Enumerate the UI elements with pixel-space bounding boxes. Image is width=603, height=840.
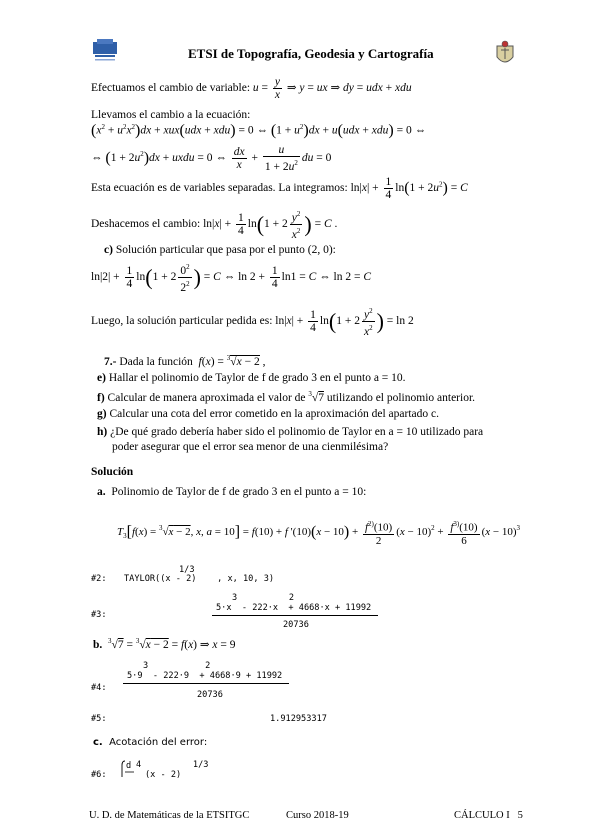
- derive-line-4-label: #4:: [91, 683, 107, 693]
- derive-line-4-numerator: 5·9 - 222·9 + 4668·9 + 11992: [127, 671, 283, 681]
- solution-part-a: a. Polinomio de Taylor de f de grado 3 en el punto a = 10:: [97, 486, 367, 498]
- solution-part-b: b. $^3$√7 = $^3$√x − 2 = f(x) ⇒ x = 9: [93, 637, 236, 651]
- derive-line-6: (x - 2): [145, 770, 182, 780]
- page-title: ETSI de Topografía, Geodesia y Cartografía: [188, 46, 434, 61]
- separable-line: Esta ecuación es de variables separadas. La integramos: ln|x| + $\frac{1}{4}$ $\ln(1 + 2u^2) = C$: [91, 176, 468, 201]
- particular-computation: ln|2| + $\frac{1}{4}$ ln(1 + 2 $\frac{0^2}{2^2}$ ) = C ⇔ ln 2 + $\frac{1}{4}$ ln1 = C ⇔ ln 2 = C: [91, 263, 371, 294]
- footer-course: Curso 2018-19: [286, 810, 349, 821]
- problem-item-f: f) Calcular de manera aproximada el valor de $^3$√7 utilizando el polinomio anterior.: [97, 390, 476, 404]
- school-crest: [494, 40, 516, 68]
- substitution-heading: Llevamos el cambio a la ecuación:: [91, 109, 251, 121]
- part-c-heading: c) Solución particular que pasa por el punto (2, 0):: [104, 244, 336, 256]
- undo-change-line: Deshacemos el cambio: ln|x| + $\frac{1}{4}$ ln(1 + 2 $\frac{y^2}{x^2}$ ) = C .: [91, 210, 338, 241]
- equation-line-2: ⇔ $(1 + 2u^2)dx$ + uxdu = 0 ⇔ $\frac{dx}{x}$ + $\frac{u}{1 + 2u^2}$ du = 0: [91, 144, 332, 173]
- university-logo-icon: [91, 38, 119, 64]
- derive-line-2: TAYLOR((x - 2) , x, 10, 3): [124, 574, 275, 584]
- derive-line-3-numerator: 5·x - 222·x + 4668·x + 11992: [216, 603, 372, 613]
- derive-line-5-value: 1.912953317: [270, 714, 327, 724]
- change-variable-line: Efectuamos el cambio de variable: u = $\frac{y}{x}$ ⇒ y = ux ⇒ dy = udx + xdu: [91, 76, 412, 101]
- footer-department: U. D. de Matemáticas de la ETSITGC: [89, 810, 250, 821]
- derive-line-2-sup: 1/3: [179, 565, 195, 575]
- derive-line-3-fraction-bar: [212, 615, 378, 616]
- solution-part-c: c. Acotación del error:: [93, 737, 208, 748]
- derive-line-4-exponents: 3 2: [143, 661, 211, 671]
- problem-item-h: h) ¿De qué grado debería haber sido el polinomio de Taylor en a = 10 utilizado para: [97, 426, 484, 438]
- derive-line-5-label: #5:: [91, 714, 107, 724]
- crest-icon: [494, 40, 516, 68]
- derivative-operator: [121, 759, 135, 781]
- derive-line-3-label: #3:: [91, 610, 107, 620]
- problem-statement: 7.- Dada la función f(x) = $^3$√x − 2 ,: [104, 354, 266, 368]
- svg-text:d: d: [126, 761, 132, 771]
- problem-item-g: g) Calcular una cota del error cometido en la aproximación del apartado c.: [97, 408, 439, 420]
- derive-line-3-exponents: 3 2: [232, 593, 295, 603]
- equation-line-1: $(x^2 + u^2x^2)dx + xux(udx + xdu) = 0$ ⇔ $(1 + u^2)dx + u(udx + xdu) = 0$ ⇔: [91, 122, 427, 139]
- solution-title: Solución: [91, 466, 134, 478]
- derive-line-3-denominator: 20736: [283, 620, 309, 630]
- derive-line-4-denominator: 20736: [197, 690, 223, 700]
- derive-line-6-label: #6:: [91, 770, 107, 780]
- derive-line-4-fraction-bar: [123, 683, 289, 684]
- derive-line-2-label: #2:: [91, 574, 107, 584]
- problem-item-h-continued: poder asegurar que el error sea menor de una cienmilésima?: [112, 441, 389, 453]
- derive-line-6-superscripts: 4 1/3: [136, 760, 209, 770]
- taylor-formula: $T_3[f(x) = ^3√x - 2$, x, a = 10] = f(10) + f '(10)(x − 10) + $\frac{f^{2)}(10)}{2}$ $(x - 10)^2$ + $\frac{f^{3)}(10)}{6}$ $(x - 10)^3$: [117, 520, 521, 547]
- particular-solution-line: Luego, la solución particular pedida es: ln|x| + $\frac{1}{4}$ ln(1 + 2 $\frac{y^2}{x^2}$ ) = ln 2: [91, 307, 414, 338]
- problem-item-e: e) Hallar el polinomio de Taylor de f de grado 3 en el punto a = 10.: [97, 372, 406, 384]
- university-logo: [91, 38, 119, 64]
- derivative-bracket-icon: [121, 759, 135, 781]
- footer-subject-page: CÁLCULO I 5: [454, 810, 523, 821]
